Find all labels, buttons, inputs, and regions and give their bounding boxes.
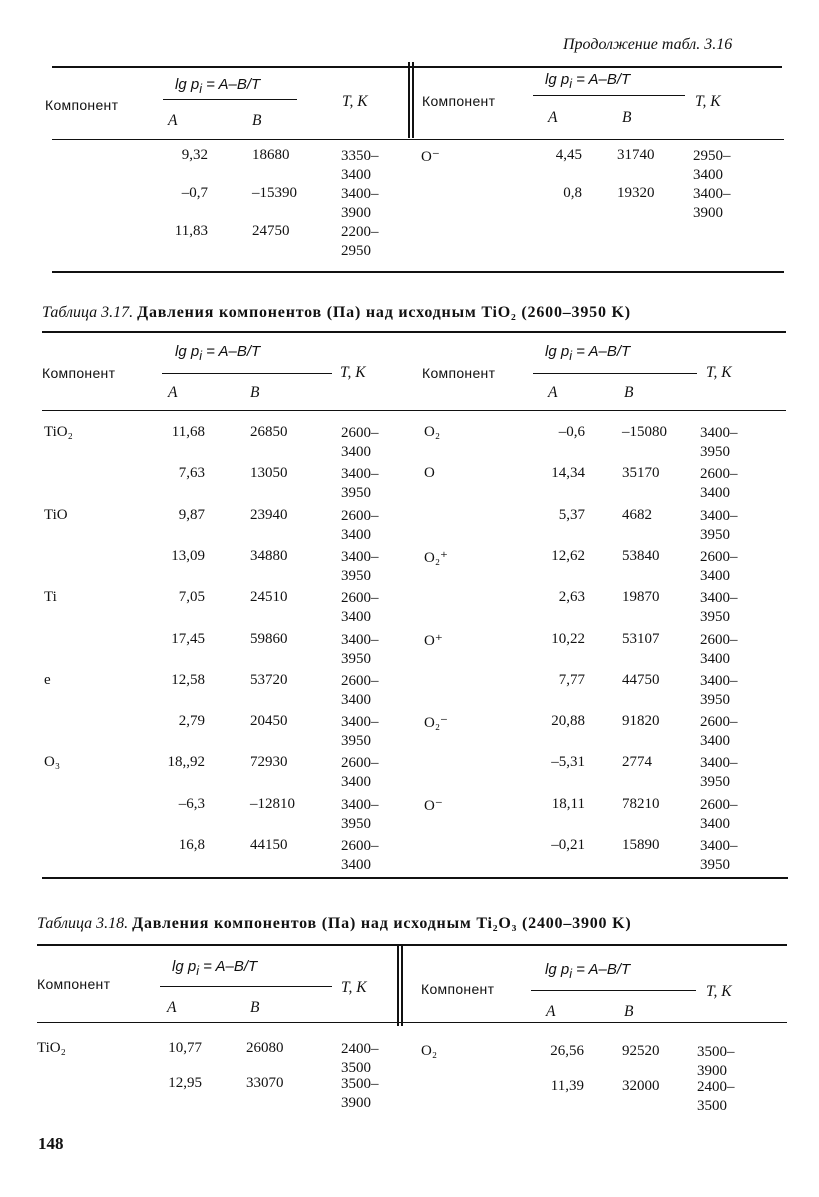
temperature-from: 3400– (341, 796, 379, 813)
page-number: 148 (38, 1134, 64, 1153)
coef-a-cell: 12,62 (551, 547, 585, 564)
coef-b-cell: –15080 (622, 424, 667, 440)
temperature-from: 3400– (341, 548, 379, 565)
temperature-to: 3950 (341, 650, 371, 667)
coef-b-cell: 15890 (622, 837, 660, 853)
formula-underline (163, 99, 297, 100)
temperature-to: 3400 (700, 567, 730, 584)
header-b: B (624, 384, 634, 401)
header-formula: $\lg p_i = A-B/T$ (545, 961, 631, 981)
temperature-range-cell (700, 548, 738, 586)
column-divider (401, 946, 403, 1026)
coef-b-cell: 26080 (246, 1040, 284, 1056)
temperature-from: 3500– (697, 1044, 735, 1060)
coef-b-cell: 33070 (246, 1075, 284, 1091)
coef-a-cell: 2,63 (558, 589, 585, 606)
temperature-range-cell (341, 672, 379, 710)
column-divider (408, 62, 410, 138)
temperature-from: 2600– (341, 507, 379, 524)
temperature-to: 3950 (700, 609, 730, 626)
column-divider (397, 946, 399, 1026)
formula-underline (531, 990, 696, 991)
coef-b-cell: –12810 (250, 795, 295, 812)
component-cell: TiO₂ (44, 424, 73, 440)
header-rule (42, 410, 786, 411)
component-cell: Ti (44, 589, 57, 606)
temperature-from: 3400– (700, 672, 738, 689)
temperature-from: 3400– (341, 714, 379, 731)
component-cell: O₂ (424, 424, 441, 440)
temperature-from: 3500– (341, 1076, 379, 1092)
coef-b-cell: 91820 (622, 713, 660, 730)
coef-a-cell: 5,37 (558, 506, 585, 523)
coef-a-cell: 7,77 (558, 671, 585, 688)
temperature-to: 3400 (700, 815, 730, 832)
temperature-range-cell (697, 1043, 735, 1081)
coef-b-cell: 18680 (252, 147, 290, 163)
temperature-to: 3400 (693, 167, 723, 183)
coef-a-cell: 9,87 (178, 506, 205, 523)
temperature-range-cell (341, 548, 379, 586)
column-divider (412, 62, 414, 138)
temperature-from: 3400– (700, 590, 738, 607)
component-cell: TiO (44, 506, 68, 523)
temperature-from: 2600– (341, 672, 379, 689)
temperature-from: 3400– (700, 755, 738, 772)
temperature-to: 3500 (697, 1098, 727, 1114)
temperature-from: 3350– (341, 148, 379, 164)
coef-b-cell: 13050 (250, 465, 288, 482)
coef-a-cell: 2,79 (178, 713, 205, 730)
temperature-from: 2600– (700, 714, 738, 731)
temperature-range-cell (700, 796, 738, 834)
coef-b-cell: 35170 (622, 465, 660, 482)
coef-b-cell: 4682 (622, 506, 652, 523)
temperature-range-cell (700, 589, 738, 627)
formula-underline (160, 986, 332, 987)
header-formula: $\lg p_i = A-B/T$ (172, 958, 258, 978)
table-caption: Таблица 3.18. Давления компонентов (Па) над исходным Ti₂O₃ (2400–3900 K) (37, 915, 632, 932)
temperature-from: 2600– (341, 425, 379, 441)
temperature-range-cell (341, 754, 379, 792)
temperature-to: 3400 (341, 526, 371, 543)
coef-a-cell: 12,95 (168, 1075, 202, 1091)
header-b: B (624, 1003, 634, 1020)
temperature-to: 3400 (341, 691, 371, 708)
temperature-from: 2600– (341, 590, 379, 607)
temperature-range-cell (700, 837, 738, 875)
coef-b-cell: –15390 (252, 185, 297, 201)
temperature-range-cell (341, 713, 379, 751)
table-bottom-rule (42, 877, 788, 879)
temperature-to: 3400 (700, 733, 730, 750)
temperature-to: 3500 (341, 1060, 371, 1076)
temperature-range-cell (341, 424, 379, 462)
temperature-to: 3950 (700, 444, 730, 460)
temperature-range-cell (700, 672, 738, 710)
coef-a-cell: 7,63 (178, 465, 205, 482)
temperature-from: 3400– (700, 507, 738, 524)
header-formula: $\lg p_i = A-B/T$ (545, 343, 631, 363)
temperature-from: 2600– (341, 838, 379, 854)
coef-b-cell: 92520 (622, 1043, 660, 1059)
component-cell: e (44, 671, 51, 688)
coef-b-cell: 19870 (622, 589, 660, 606)
header-a: A (167, 999, 177, 1016)
coef-a-cell: –5,31 (551, 754, 585, 771)
table-top-rule (52, 66, 782, 68)
header-component: Компонент (45, 97, 119, 113)
temperature-from: 2950– (693, 148, 731, 164)
coef-a-cell: 18,11 (551, 795, 585, 812)
temperature-from: 3400– (700, 838, 738, 854)
coef-b-cell: 19320 (617, 185, 655, 201)
component-cell: TiO₂ (37, 1040, 66, 1056)
header-t: T, K (695, 93, 721, 110)
header-component: Компонент (42, 365, 116, 381)
temperature-range-cell (341, 837, 379, 875)
header-a: A (168, 112, 178, 129)
coef-a-cell: 16,8 (178, 837, 205, 853)
temperature-to: 3400 (700, 485, 730, 502)
temperature-from: 2600– (341, 755, 379, 772)
temperature-to: 3400 (341, 774, 371, 791)
temperature-to: 3400 (341, 444, 371, 460)
coef-b-cell: 72930 (250, 754, 288, 771)
coef-a-cell: 10,77 (168, 1040, 202, 1056)
table-caption: Таблица 3.17. Давления компонентов (Па) над исходным TiO₂ (2600–3950 K) (42, 304, 631, 321)
temperature-from: 2600– (700, 548, 738, 565)
temperature-to: 3400 (341, 167, 371, 183)
coef-a-cell: 11,39 (550, 1078, 584, 1094)
coef-b-cell: 23940 (250, 506, 288, 523)
coef-a-cell: 12,58 (171, 671, 205, 688)
coef-b-cell: 44750 (622, 671, 660, 688)
coef-b-cell: 53720 (250, 671, 288, 688)
temperature-to: 3950 (341, 485, 371, 502)
coef-b-cell: 31740 (617, 147, 655, 163)
temperature-from: 3400– (341, 186, 379, 202)
temperature-to: 3400 (341, 857, 371, 873)
temperature-range-cell (341, 507, 379, 545)
temperature-from: 2600– (700, 631, 738, 648)
header-t: T, K (706, 364, 732, 381)
temperature-to: 3950 (341, 733, 371, 750)
table-top-rule (42, 331, 786, 333)
coef-a-cell: 11,83 (174, 223, 208, 239)
coef-a-cell: –6,3 (178, 795, 205, 812)
header-component: Компонент (422, 365, 496, 381)
coef-a-cell: 14,34 (551, 465, 585, 482)
header-component: Компонент (422, 93, 496, 109)
header-rule (52, 139, 784, 140)
coef-b-cell: 26850 (250, 424, 288, 440)
coef-a-cell: 17,45 (171, 630, 205, 647)
table-bottom-rule (52, 271, 784, 273)
header-t: T, K (706, 983, 732, 1000)
coef-b-cell: 78210 (622, 795, 660, 812)
temperature-range-cell (341, 465, 379, 503)
component-cell: O⁻ (424, 797, 443, 814)
coef-a-cell: 13,09 (171, 547, 205, 564)
temperature-from: 2600– (700, 466, 738, 483)
temperature-range-cell (693, 147, 731, 185)
temperature-to: 3950 (700, 774, 730, 791)
coef-a-cell: 18,,92 (167, 754, 205, 771)
temperature-to: 3900 (341, 1095, 371, 1111)
component-cell: O (424, 465, 435, 482)
coef-b-cell: 44150 (250, 837, 288, 853)
coef-a-cell: 11,68 (171, 424, 205, 440)
header-formula: $\lg p_i = A-B/T$ (175, 343, 261, 363)
temperature-range-cell (700, 507, 738, 545)
temperature-to: 3950 (341, 815, 371, 832)
header-formula: $\lg p_i = A-B/T$ (175, 76, 261, 96)
coef-b-cell: 34880 (250, 547, 288, 564)
temperature-from: 3400– (693, 186, 731, 202)
coef-a-cell: –0,6 (558, 424, 585, 440)
component-cell: O₂⁻ (424, 715, 448, 732)
temperature-from: 2400– (341, 1041, 379, 1057)
temperature-range-cell (700, 631, 738, 669)
temperature-range-cell (341, 223, 379, 261)
temperature-range-cell (700, 754, 738, 792)
header-a: A (548, 384, 558, 401)
temperature-to: 2950 (341, 243, 371, 259)
coef-a-cell: 9,32 (181, 147, 208, 163)
header-a: A (546, 1003, 556, 1020)
coef-a-cell: 7,05 (178, 589, 205, 606)
coef-b-cell: 24750 (252, 223, 290, 239)
temperature-to: 3950 (700, 857, 730, 873)
temperature-to: 3900 (341, 205, 371, 221)
temperature-to: 3950 (341, 567, 371, 584)
formula-underline (533, 95, 685, 96)
coef-b-cell: 53840 (622, 547, 660, 564)
header-t: T, K (342, 93, 368, 110)
formula-underline (533, 373, 697, 374)
temperature-range-cell (341, 185, 379, 223)
header-b: B (622, 109, 632, 126)
coef-b-cell: 59860 (250, 630, 288, 647)
temperature-range-cell (341, 1075, 379, 1113)
coef-b-cell: 2774 (622, 754, 652, 771)
component-cell: O₂ (421, 1043, 438, 1059)
component-cell: O₂⁺ (424, 549, 448, 566)
temperature-range-cell (697, 1078, 735, 1116)
temperature-to: 3950 (700, 691, 730, 708)
coef-a-cell: –0,21 (551, 837, 585, 853)
coef-a-cell: 10,22 (551, 630, 585, 647)
temperature-from: 3400– (341, 631, 379, 648)
temperature-range-cell (693, 185, 731, 223)
coef-a-cell: 0,8 (563, 185, 582, 201)
temperature-to: 3900 (693, 205, 723, 221)
temperature-from: 2200– (341, 224, 379, 240)
header-t: T, K (340, 364, 366, 381)
temperature-from: 2400– (697, 1079, 735, 1095)
coef-a-cell: –0,7 (181, 185, 208, 201)
header-a: A (168, 384, 178, 401)
header-component: Компонент (421, 981, 495, 997)
coef-a-cell: 4,45 (555, 147, 582, 163)
temperature-range-cell (341, 631, 379, 669)
temperature-to: 3400 (700, 650, 730, 667)
component-cell: O⁺ (424, 632, 443, 649)
temperature-from: 3400– (700, 425, 738, 441)
coef-b-cell: 24510 (250, 589, 288, 606)
header-t: T, K (341, 979, 367, 996)
temperature-range-cell (341, 1040, 379, 1078)
coef-b-cell: 32000 (622, 1078, 660, 1094)
header-a: A (548, 109, 558, 126)
header-b: B (252, 112, 262, 129)
coef-a-cell: 26,56 (550, 1043, 584, 1059)
component-cell: O₃ (44, 754, 61, 771)
table-top-rule (37, 944, 787, 946)
temperature-range-cell (700, 424, 738, 462)
continuation-label: Продолжение табл. 3.16 (563, 36, 733, 53)
temperature-to: 3900 (697, 1063, 727, 1079)
header-formula: $\lg p_i = A-B/T$ (545, 71, 631, 91)
temperature-range-cell (700, 713, 738, 751)
coef-b-cell: 53107 (622, 630, 660, 647)
coef-a-cell: 20,88 (551, 713, 585, 730)
header-b: B (250, 384, 260, 401)
header-b: B (250, 999, 260, 1016)
temperature-from: 2600– (700, 796, 738, 813)
temperature-range-cell (341, 589, 379, 627)
coef-b-cell: 20450 (250, 713, 288, 730)
header-component: Компонент (37, 976, 111, 992)
temperature-range-cell (341, 796, 379, 834)
temperature-from: 3400– (341, 466, 379, 483)
formula-underline (162, 373, 332, 374)
temperature-to: 3950 (700, 526, 730, 543)
temperature-range-cell (341, 147, 379, 185)
component-cell: O⁻ (421, 149, 440, 165)
temperature-to: 3400 (341, 609, 371, 626)
header-rule (37, 1022, 787, 1023)
temperature-range-cell (700, 465, 738, 503)
